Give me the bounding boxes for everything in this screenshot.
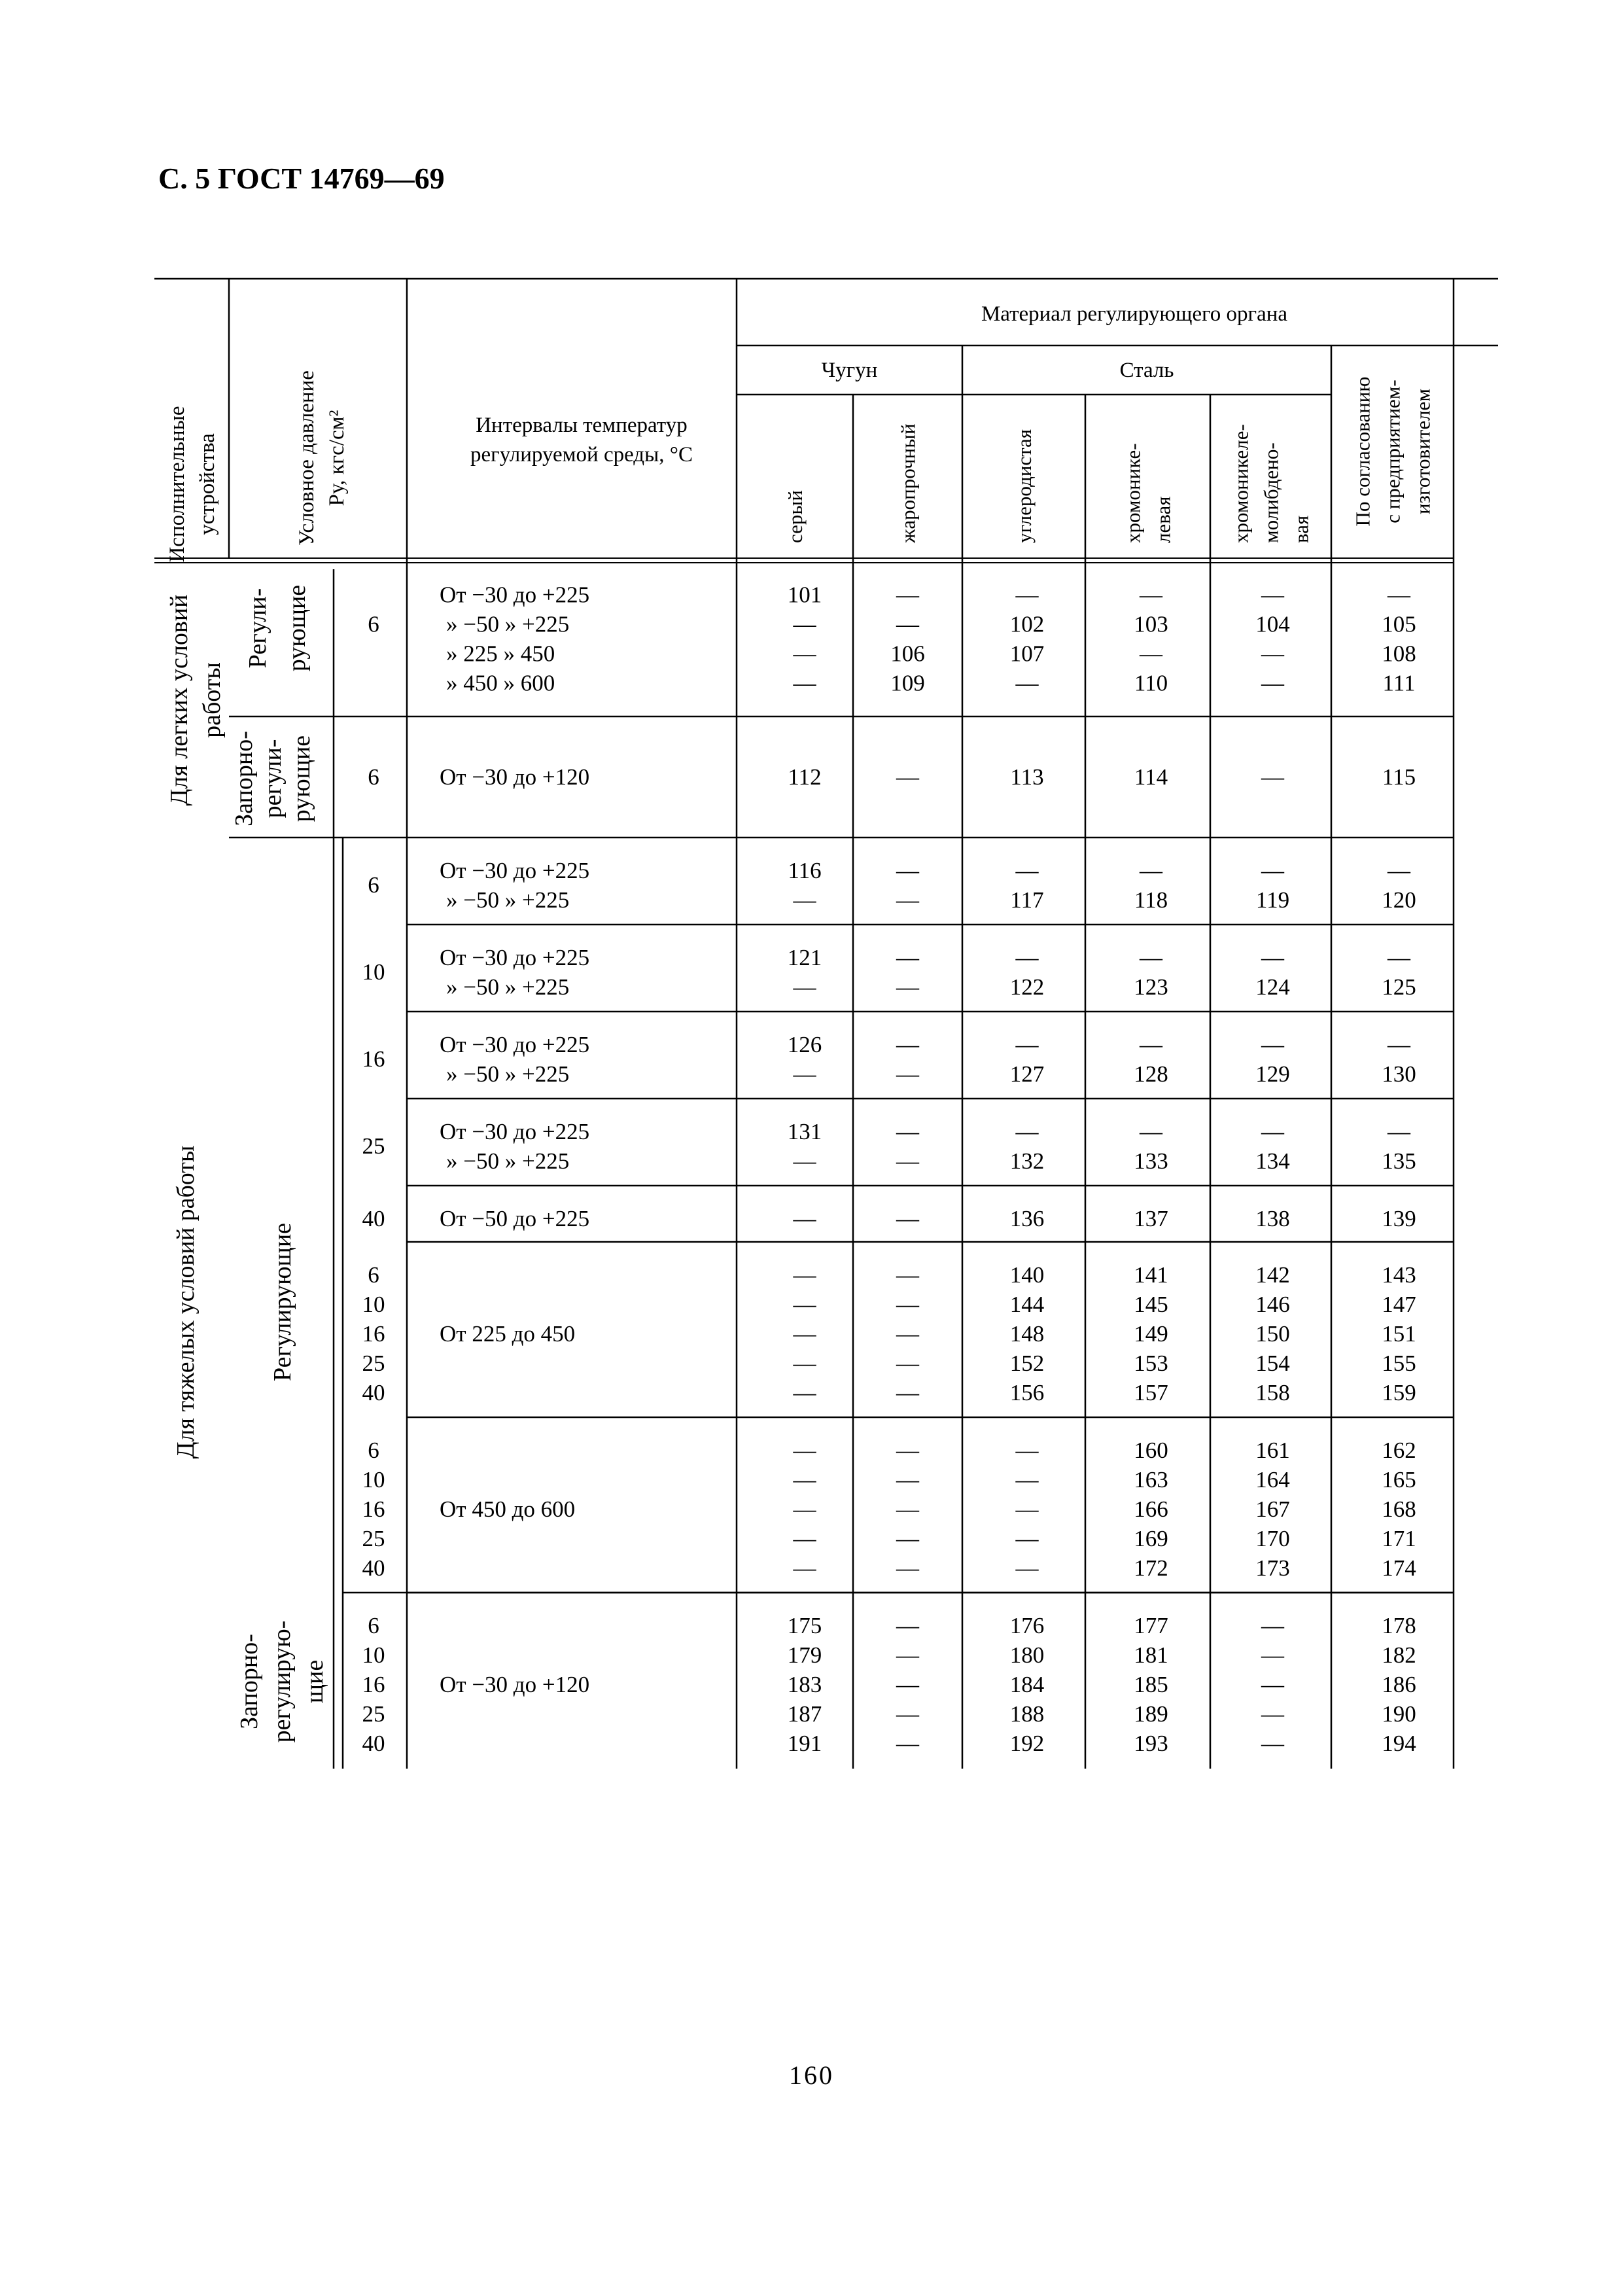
material-code-cell: 117 xyxy=(1010,887,1044,913)
material-code-cell: 168 xyxy=(1382,1496,1416,1522)
material-code-cell: 157 xyxy=(1134,1380,1168,1405)
material-code-cell: 180 xyxy=(1009,1642,1045,1668)
material-code-cell: 165 xyxy=(1382,1467,1416,1492)
material-code-cell: 154 xyxy=(1255,1351,1290,1376)
material-code-cell: — xyxy=(1015,1467,1039,1492)
interval-cell: » −50 » +225 xyxy=(446,611,570,637)
material-code-cell: 103 xyxy=(1134,611,1168,637)
material-code-cell: — xyxy=(1261,670,1284,696)
material-code-cell: — xyxy=(896,1148,919,1174)
material-code-cell: — xyxy=(793,1292,816,1317)
pressure-cell: 10 xyxy=(362,1292,385,1317)
material-code-cell: 158 xyxy=(1255,1380,1290,1405)
material-code-cell: — xyxy=(896,1119,919,1144)
interval-cell: От −50 до +225 xyxy=(440,1206,590,1231)
interval-cell: » −50 » +225 xyxy=(446,1148,570,1174)
shutoff-regulating-type-label: регулирую- xyxy=(268,1620,296,1743)
pressure-cell: 25 xyxy=(362,1133,385,1159)
material-code-cell: 164 xyxy=(1255,1467,1290,1492)
material-header: Материал регулирующего органа xyxy=(981,302,1288,326)
material-code-cell: — xyxy=(896,1262,919,1288)
material-code-cell: 179 xyxy=(787,1642,822,1668)
material-code-cell: 172 xyxy=(1134,1555,1168,1581)
pressure-cell: 6 xyxy=(368,1438,379,1463)
material-code-cell: 166 xyxy=(1134,1496,1168,1522)
material-code-cell: 177 xyxy=(1134,1613,1168,1638)
interval-cell: » −50 » +225 xyxy=(446,974,570,1000)
material-code-cell: 105 xyxy=(1382,611,1416,637)
interval-cell: От −30 до +225 xyxy=(440,945,590,970)
material-code-cell: 178 xyxy=(1382,1613,1416,1638)
material-code-cell: 104 xyxy=(1255,611,1290,637)
material-code-cell: — xyxy=(1015,1032,1039,1057)
material-code-cell: — xyxy=(896,974,919,1000)
material-code-cell: — xyxy=(793,1351,816,1376)
material-code-cell: 139 xyxy=(1382,1206,1416,1231)
material-code-cell: — xyxy=(1387,945,1410,970)
material-code-cell: 119 xyxy=(1255,887,1290,913)
material-code-cell: — xyxy=(793,1148,816,1174)
pressure-cell: 25 xyxy=(362,1526,385,1551)
material-code-cell: — xyxy=(1261,1731,1284,1756)
material-code-cell: 118 xyxy=(1134,887,1168,913)
material-code-cell: 143 xyxy=(1382,1262,1416,1288)
material-code-cell: 169 xyxy=(1134,1526,1168,1551)
material-code-cell: — xyxy=(1015,582,1039,608)
material-code-cell: 188 xyxy=(1009,1701,1045,1727)
material-code-cell: 121 xyxy=(787,945,822,970)
material-code-cell: — xyxy=(896,1206,919,1231)
material-code-cell: 134 xyxy=(1255,1148,1290,1174)
shutoff-regulating-type-label: щие xyxy=(301,1659,328,1704)
material-code-cell: — xyxy=(896,1496,919,1522)
material-subcolumn-header: серый xyxy=(784,490,807,543)
material-code-cell: 129 xyxy=(1255,1061,1290,1087)
pressure-cell: 10 xyxy=(362,1467,385,1492)
material-code-cell: — xyxy=(1015,945,1039,970)
material-code-cell: — xyxy=(896,1061,919,1087)
material-code-cell: — xyxy=(793,974,816,1000)
material-code-cell: — xyxy=(1015,1526,1039,1551)
material-code-cell: 106 xyxy=(890,641,925,667)
device-column-header: Исполнительные xyxy=(166,406,189,563)
agreement-column-header: По согласованию xyxy=(1351,376,1374,527)
pressure-cell: 6 xyxy=(368,872,379,898)
page-number: 160 xyxy=(789,2060,834,2090)
material-code-cell: — xyxy=(793,1496,816,1522)
pressure-column-header: Pу, кгс/см² xyxy=(325,410,349,506)
pressure-cell: 6 xyxy=(368,764,379,790)
material-code-cell: — xyxy=(793,1526,816,1551)
material-code-cell: — xyxy=(896,887,919,913)
shutoff-regulating-type-label: рующие xyxy=(288,735,315,822)
material-code-cell: — xyxy=(1261,1642,1284,1668)
material-code-cell: 124 xyxy=(1255,974,1290,1000)
material-code-cell: 162 xyxy=(1382,1438,1416,1463)
regulating-type-label: Регули- xyxy=(244,588,271,669)
material-code-cell: 111 xyxy=(1382,670,1416,696)
material-code-cell: — xyxy=(793,1206,816,1231)
steel-header: Сталь xyxy=(1119,359,1174,382)
material-code-cell: 187 xyxy=(787,1701,822,1727)
material-code-cell: — xyxy=(896,1701,919,1727)
group-light-duty-label: Для легких условий xyxy=(166,594,193,806)
material-code-cell: 138 xyxy=(1255,1206,1290,1231)
material-subcolumn-header: жаропрочный xyxy=(896,423,920,543)
material-code-cell: — xyxy=(896,1380,919,1405)
material-code-cell: 191 xyxy=(787,1731,822,1756)
material-code-cell: 153 xyxy=(1134,1351,1168,1376)
material-code-cell: — xyxy=(793,1380,816,1405)
material-code-cell: — xyxy=(896,764,919,790)
material-code-cell: 101 xyxy=(787,582,822,608)
material-code-cell: — xyxy=(793,1555,816,1581)
material-code-cell: — xyxy=(793,1061,816,1087)
material-code-cell: 159 xyxy=(1382,1380,1416,1405)
pressure-cell: 6 xyxy=(368,611,379,637)
pressure-cell: 40 xyxy=(362,1206,385,1231)
material-code-cell: — xyxy=(1140,858,1162,883)
material-code-cell: 175 xyxy=(787,1613,822,1638)
material-code-cell: 147 xyxy=(1382,1292,1416,1317)
material-code-cell: — xyxy=(896,945,919,970)
interval-cell: От −30 до +225 xyxy=(440,582,590,608)
material-subcolumn-header: левая xyxy=(1151,496,1175,543)
material-code-cell: — xyxy=(1015,1438,1039,1463)
material-code-cell: — xyxy=(1015,858,1039,883)
material-code-cell: 184 xyxy=(1009,1672,1045,1697)
material-code-cell: 193 xyxy=(1134,1731,1168,1756)
material-code-cell: 160 xyxy=(1134,1438,1168,1463)
agreement-column-header: изготовителем xyxy=(1411,389,1435,514)
material-code-cell: 127 xyxy=(1009,1061,1045,1087)
material-code-cell: — xyxy=(1015,1555,1039,1581)
material-code-cell: — xyxy=(1261,764,1284,790)
material-code-cell: 185 xyxy=(1134,1672,1168,1697)
material-code-cell: 141 xyxy=(1134,1262,1168,1288)
material-code-cell: — xyxy=(896,1555,919,1581)
material-code-cell: 108 xyxy=(1382,641,1416,667)
material-code-cell: 182 xyxy=(1382,1642,1416,1668)
interval-cell: » −50 » +225 xyxy=(446,1061,570,1087)
material-code-cell: 120 xyxy=(1382,887,1416,913)
material-code-cell: — xyxy=(793,1321,816,1347)
material-subcolumn-header: хромоникеле- xyxy=(1229,424,1253,543)
pressure-cell: 16 xyxy=(362,1046,385,1072)
pressure-cell: 16 xyxy=(362,1496,385,1522)
pressure-cell: 25 xyxy=(362,1701,385,1727)
material-code-cell: 114 xyxy=(1134,764,1168,790)
interval-cell: От −30 до +225 xyxy=(440,858,590,883)
material-subcolumn-header: молибдено- xyxy=(1259,442,1283,543)
pressure-cell: 6 xyxy=(368,1613,379,1638)
shutoff-regulating-type-label: Запорно- xyxy=(230,731,258,826)
pressure-cell: 40 xyxy=(362,1380,385,1405)
material-code-cell: — xyxy=(896,1438,919,1463)
material-code-cell: — xyxy=(1140,582,1162,608)
material-code-cell: 174 xyxy=(1382,1555,1416,1581)
material-code-cell: 135 xyxy=(1382,1148,1416,1174)
regulating-type-label: рующие xyxy=(283,584,311,672)
interval-cell: От −30 до +120 xyxy=(440,764,590,790)
pressure-cell: 40 xyxy=(362,1555,385,1581)
material-subcolumn-header: вая xyxy=(1289,515,1313,543)
interval-cell: От 450 до 600 xyxy=(440,1496,576,1522)
material-code-cell: — xyxy=(1140,945,1162,970)
material-code-cell: — xyxy=(1387,582,1410,608)
material-code-cell: 133 xyxy=(1134,1148,1168,1174)
material-code-cell: — xyxy=(1140,1032,1162,1057)
material-code-cell: — xyxy=(1261,1613,1284,1638)
material-code-cell: 161 xyxy=(1255,1438,1290,1463)
group-light-duty-label: работы xyxy=(198,662,226,738)
material-code-cell: 181 xyxy=(1134,1642,1168,1668)
material-code-cell: 189 xyxy=(1134,1701,1168,1727)
material-code-cell: 136 xyxy=(1009,1206,1045,1231)
page-header-title: С. 5 ГОСТ 14769—69 xyxy=(158,162,445,195)
material-code-cell: — xyxy=(1387,858,1410,883)
material-code-cell: 190 xyxy=(1382,1701,1416,1727)
material-code-cell: 170 xyxy=(1255,1526,1290,1551)
material-code-cell: — xyxy=(896,1642,919,1668)
material-code-cell: 171 xyxy=(1382,1526,1416,1551)
material-code-cell: — xyxy=(1261,582,1284,608)
interval-column-header: регулируемой среды, °С xyxy=(470,443,693,467)
material-code-cell: 163 xyxy=(1134,1467,1168,1492)
material-code-cell: 149 xyxy=(1134,1321,1168,1347)
device-column-header: устройства xyxy=(196,433,219,535)
material-code-cell: — xyxy=(793,1262,816,1288)
material-code-cell: — xyxy=(1140,1119,1162,1144)
interval-cell: » 450 » 600 xyxy=(446,670,555,696)
pressure-cell: 10 xyxy=(362,959,385,985)
material-code-cell: — xyxy=(1015,1119,1039,1144)
material-code-cell: 152 xyxy=(1009,1351,1045,1376)
material-code-cell: 156 xyxy=(1009,1380,1045,1405)
material-code-cell: 167 xyxy=(1255,1496,1290,1522)
material-code-cell: 126 xyxy=(787,1032,822,1057)
interval-cell: » −50 » +225 xyxy=(446,887,570,913)
interval-cell: От −30 до +225 xyxy=(440,1032,590,1057)
material-code-cell: 112 xyxy=(788,764,822,790)
material-code-cell: 115 xyxy=(1382,764,1416,790)
material-code-cell: — xyxy=(793,611,816,637)
material-code-cell: — xyxy=(896,1526,919,1551)
material-code-cell: 173 xyxy=(1255,1555,1290,1581)
interval-cell: От −30 до +225 xyxy=(440,1119,590,1144)
interval-cell: От −30 до +120 xyxy=(440,1672,590,1697)
material-code-cell: 183 xyxy=(787,1672,822,1697)
material-code-cell: 131 xyxy=(787,1119,822,1144)
material-code-cell: — xyxy=(896,858,919,883)
material-code-cell: — xyxy=(896,582,919,608)
material-code-cell: 150 xyxy=(1255,1321,1290,1347)
shutoff-regulating-type-label: Запорно- xyxy=(236,1634,263,1729)
material-code-cell: 116 xyxy=(788,858,822,883)
pressure-cell: 16 xyxy=(362,1672,385,1697)
material-code-cell: — xyxy=(896,611,919,637)
material-code-cell: 123 xyxy=(1134,974,1168,1000)
material-code-cell: — xyxy=(896,1731,919,1756)
material-code-cell: 122 xyxy=(1009,974,1045,1000)
material-code-cell: — xyxy=(1261,1032,1284,1057)
material-code-cell: — xyxy=(793,1438,816,1463)
pressure-column-header: Условное давление xyxy=(295,370,319,546)
pressure-cell: 6 xyxy=(368,1262,379,1288)
material-code-cell: — xyxy=(1015,670,1039,696)
material-code-cell: 186 xyxy=(1382,1672,1416,1697)
material-code-cell: 145 xyxy=(1134,1292,1168,1317)
material-code-cell: — xyxy=(1261,945,1284,970)
shutoff-regulating-type-label: регули- xyxy=(259,739,287,819)
material-code-cell: 132 xyxy=(1009,1148,1045,1174)
material-code-cell: 194 xyxy=(1382,1731,1416,1756)
material-code-cell: — xyxy=(793,1467,816,1492)
material-code-cell: — xyxy=(1261,1672,1284,1697)
regulating-type-label: Регулирующие xyxy=(269,1222,296,1382)
material-code-cell: 140 xyxy=(1009,1262,1045,1288)
material-code-cell: 155 xyxy=(1382,1351,1416,1376)
material-code-cell: — xyxy=(1015,1496,1039,1522)
material-code-cell: — xyxy=(896,1321,919,1347)
group-heavy-duty-label: Для тяжелых условий работы xyxy=(172,1145,200,1459)
cast-iron-header: Чугун xyxy=(821,359,878,382)
agreement-column-header: с предприятием- xyxy=(1381,380,1405,523)
pressure-cell: 10 xyxy=(362,1642,385,1668)
material-code-cell: — xyxy=(896,1613,919,1638)
material-code-cell: — xyxy=(896,1351,919,1376)
pressure-cell: 16 xyxy=(362,1321,385,1347)
material-code-cell: — xyxy=(1261,1119,1284,1144)
interval-cell: От 225 до 450 xyxy=(440,1321,576,1347)
material-subcolumn-header: углеродистая xyxy=(1013,429,1036,543)
material-code-cell: — xyxy=(896,1032,919,1057)
material-code-cell: 130 xyxy=(1382,1061,1416,1087)
material-code-cell: 192 xyxy=(1009,1731,1045,1756)
interval-cell: » 225 » 450 xyxy=(446,641,555,667)
material-code-cell: — xyxy=(896,1672,919,1697)
material-code-cell: 148 xyxy=(1009,1321,1045,1347)
material-code-cell: 128 xyxy=(1134,1061,1168,1087)
material-code-cell: 107 xyxy=(1009,641,1045,667)
material-code-cell: 144 xyxy=(1009,1292,1045,1317)
material-code-cell: 146 xyxy=(1255,1292,1290,1317)
material-subcolumn-header: хромонике- xyxy=(1121,443,1145,543)
material-code-cell: 110 xyxy=(1134,670,1168,696)
material-code-cell: 102 xyxy=(1009,611,1045,637)
material-code-cell: 109 xyxy=(890,670,925,696)
material-code-cell: — xyxy=(1387,1119,1410,1144)
pressure-cell: 40 xyxy=(362,1731,385,1756)
material-code-cell: — xyxy=(1140,641,1162,667)
material-code-cell: — xyxy=(793,887,816,913)
interval-column-header: Интервалы температур xyxy=(476,414,688,437)
material-code-cell: 142 xyxy=(1255,1262,1290,1288)
material-code-cell: — xyxy=(1261,641,1284,667)
material-code-cell: 113 xyxy=(1010,764,1044,790)
material-code-cell: — xyxy=(1387,1032,1410,1057)
material-code-cell: 151 xyxy=(1382,1321,1416,1347)
material-code-cell: — xyxy=(793,641,816,667)
material-code-cell: 176 xyxy=(1009,1613,1045,1638)
material-code-cell: — xyxy=(1261,858,1284,883)
material-code-cell: — xyxy=(896,1467,919,1492)
material-code-cell: — xyxy=(793,670,816,696)
material-code-cell: 125 xyxy=(1382,974,1416,1000)
material-code-cell: 137 xyxy=(1134,1206,1168,1231)
pressure-cell: 25 xyxy=(362,1351,385,1376)
material-code-cell: — xyxy=(1261,1701,1284,1727)
material-code-cell: — xyxy=(896,1292,919,1317)
